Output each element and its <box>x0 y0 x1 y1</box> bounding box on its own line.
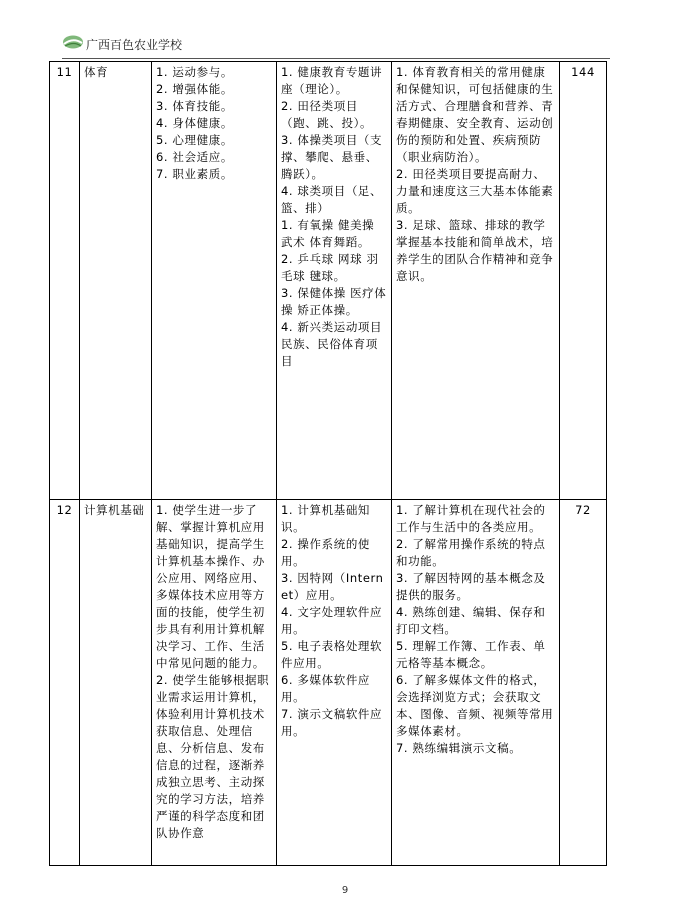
course-content: 1. 计算机基础知识。 2. 操作系统的使用。 3. 因特网（Internet）应用。 4. 文字处理软件应用。 5. 电子表格处理软件应用。 6. 多媒体软件应用。 7. 演示文稿软件应用。 <box>277 500 392 866</box>
course-number: 12 <box>50 500 80 866</box>
course-number: 11 <box>50 62 80 500</box>
school-name: 广西百色农业学校 <box>86 38 183 52</box>
table-row <box>50 62 607 500</box>
course-table <box>49 61 607 866</box>
school-logo-icon <box>62 34 84 50</box>
course-hours: 72 <box>560 500 607 866</box>
course-name: 计算机基础 <box>80 500 152 866</box>
course-requirements: 1. 体育教育相关的常用健康和保健知识，可包括健康的生活方式、合理膳食和营养、青春期健康、安全教育、运动创伤的预防和处置、疾病预防（职业病防治）。 2. 田径类项目要提高耐力、力量和速度这三大基本体能素质。 3. 足球、篮球、排球的教学掌握基本技能和简单战术，培养学生的团队合作精神和竞争意识。 <box>392 62 560 500</box>
course-content: 1. 健康教育专题讲座（理论）。 2. 田径类项目（跑、跳、投）。 3. 体操类项目（支撑、攀爬、悬垂、腾跃）。 4. 球类项目（足、篮、排） 1. 有氧操 健美操 武术 体育舞蹈。 2. 乒乓球 网球 羽毛球 毽球。 3. 保健体操 医疗体操 矫正体操。 4. 新兴类运动项目 民族、民俗体育项目 <box>277 62 392 500</box>
course-requirements: 1. 了解计算机在现代社会的工作与生活中的各类应用。 2. 了解常用操作系统的特点和功能。 3. 了解因特网的基本概念及提供的服务。 4. 熟练创建、编辑、保存和打印文档。 5. 理解工作簿、工作表、单元格等基本概念。 6. 了解多媒体文件的格式，会选择浏览方式；会获取文本、图像、音频、视频等常用多媒体素材。 7. 熟练编辑演示文稿。 <box>392 500 560 866</box>
course-objectives: 1. 运动参与。 2. 增强体能。 3. 体育技能。 4. 身体健康。 5. 心理健康。 6. 社会适应。 7. 职业素质。 <box>152 62 277 500</box>
table-row <box>50 500 607 866</box>
page-number: 9 <box>341 885 349 896</box>
course-objectives: 1. 使学生进一步了解、掌握计算机应用基础知识，提高学生计算机基本操作、办公应用、网络应用、多媒体技术应用等方面的技能，使学生初步具有利用计算机解决学习、工作、生活中常见问题的能力。 2. 使学生能够根据职业需求运用计算机，体验利用计算机技术获取信息、处理信息、分析信息、发布信息的过程，逐渐养成独立思考、主动探究的学习方法，培养严谨的科学态度和团队协作意 <box>152 500 277 866</box>
course-name: 体育 <box>80 62 152 500</box>
course-hours: 144 <box>560 62 607 500</box>
header-divider <box>62 58 610 59</box>
